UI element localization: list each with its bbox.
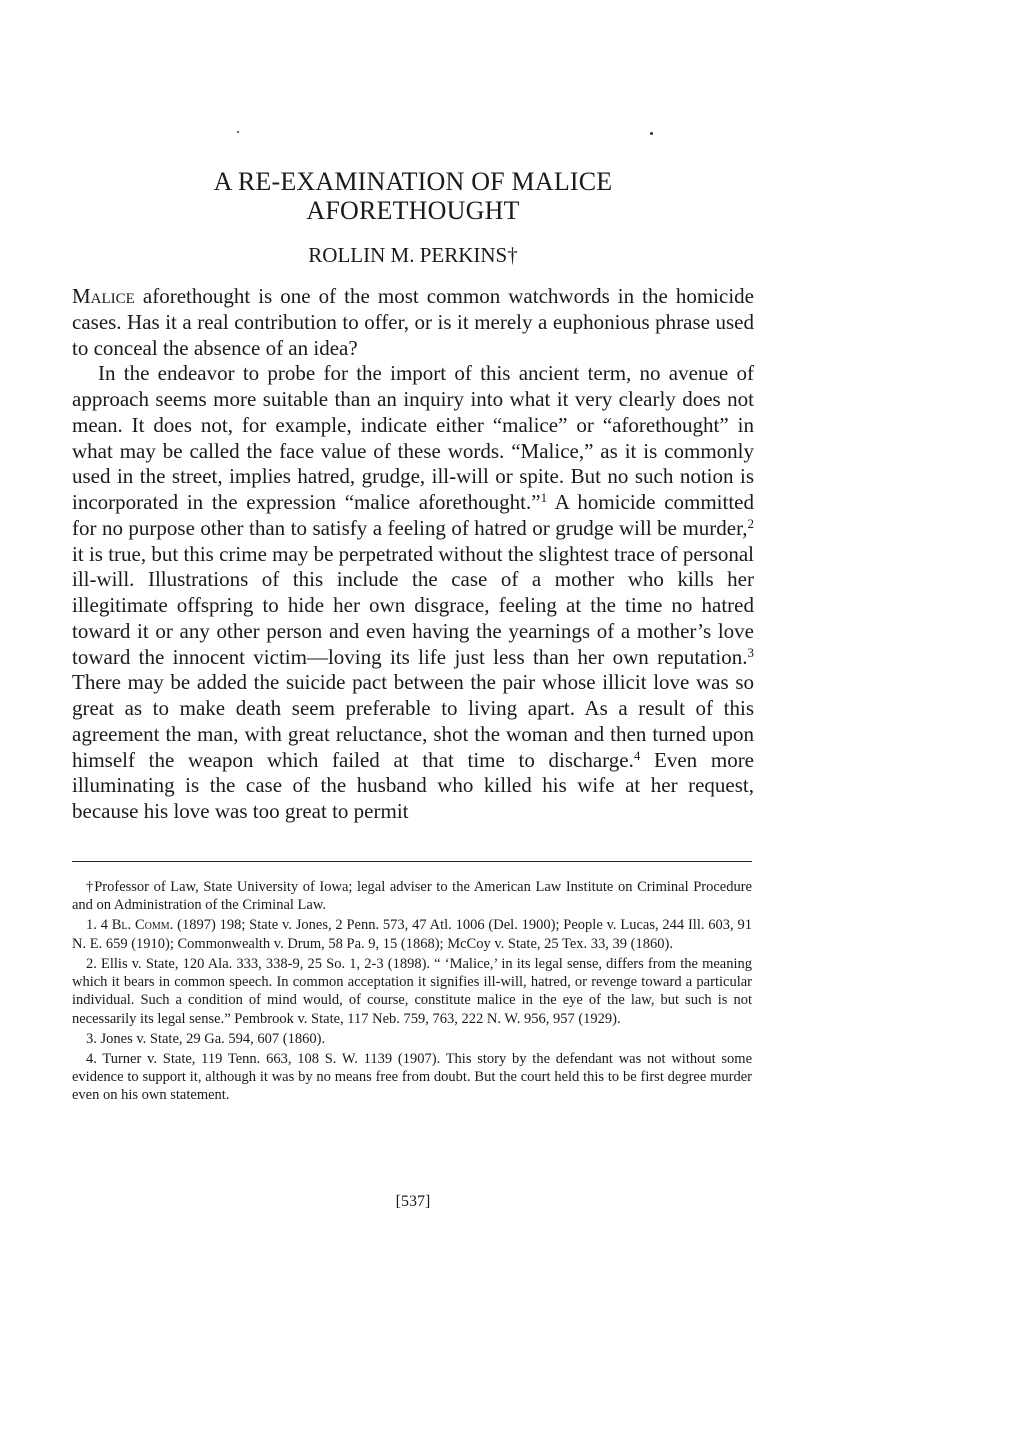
footnote-3: 3. Jones v. State, 29 Ga. 594, 607 (1860).	[86, 1030, 326, 1047]
title-line: A RE-EXAMINATION OF MALICE	[213, 167, 613, 196]
paragraph-text: A homicide committed for no purpose other than to satisfy a feeling of hatred or grudge will be murder,	[72, 490, 755, 540]
footnote-ref: 1	[540, 490, 548, 505]
paragraph-text: Even more illuminating is the case of the husband who killed his wife at her request, because his love was too great to permit	[72, 747, 755, 823]
footnotes	[72, 878, 752, 1106]
footnote-2: 2. Ellis v. State, 120 Ala. 333, 338-9, 25 So. 1, 2-3 (1898). “ ‘Malice,’ in its legal sense, differs from the meaning which it bears in common speech. In common acceptation it signifies ill-will, hatred, or revenge toward a particular individual. Such a condition of mind would, of course, constitute malice in the eye of the law, but such is not necessarily its legal sense.” Pembrook v. State, 117 Neb. 759, 763, 222 N. W. 956, 957 (1929).	[72, 955, 752, 1027]
title-line: AFORETHOUGHT	[306, 196, 520, 225]
footnote-text: 1. 4	[86, 917, 112, 934]
paragraph-text: it is true, but this crime may be perpetrated without the slightest trace of personal ill-will. Illustrations of this include the case of a mother who kills her illegitimate offspring to hide her own disgrace, feeling at the time no hatred toward it or any other person and even having the yearnings of a mother’s love toward the innocent victim—loving its life just less than her own reputation.	[72, 541, 754, 669]
body-paragraph	[72, 284, 754, 361]
scan-speck	[650, 132, 653, 135]
lead-word: Malice	[72, 284, 135, 308]
paragraph-text: In the endeavor to probe for the import of this ancient term, no avenue of approach seems more suitable than an inquiry into what it very clearly does not mean. It does not, for example, indicate either “malice” or “aforethought” in what may be called the face value of these words. “Malice,” as it is commonly used in the street, implies hatred, grudge, ill-will or spite. But no such notion is incorporated in the expression “malice aforethought.”	[72, 361, 754, 514]
author-name: ROLLIN M. PERKINS†	[308, 243, 518, 267]
footnote-ref: 4	[633, 747, 641, 763]
footnote-ref: 3	[747, 644, 754, 660]
footnote-divider	[72, 861, 752, 862]
article-body	[72, 284, 754, 825]
page-number: [537]	[395, 1193, 431, 1210]
body-paragraph	[72, 361, 754, 825]
scan-speck	[237, 131, 239, 133]
footnote-text: (1897) 198; State v. Jones, 2 Penn. 573, 47 Atl. 1006 (Del. 1900); People v. Lucas, 244 Ill. 603, 91 N. E. 659 (1910); Commonwealth v. Drum, 58 Pa. 9, 15 (1868); McCoy v. State, 25 Tex. 33, 39 (1860).	[72, 917, 752, 952]
footnote-ref: 2	[747, 515, 754, 531]
footnote-abbrev: Bl. Comm.	[111, 917, 174, 934]
article-title	[72, 167, 754, 225]
footnote-4: 4. Turner v. State, 119 Tenn. 663, 108 S. W. 1139 (1907). This story by the defendant was not without some evidence to support it, although it was by no means free from doubt. But the court held this to be first degree murder even on his own statement.	[72, 1050, 752, 1104]
paragraph-text: There may be added the suicide pact between the pair whose illicit love was so great as to make death seem preferable to living apart. As a result of this agreement the man, with great reluctance, shot the woman and then turned upon himself the weapon which failed at that time to discharge.	[72, 670, 754, 772]
paragraph-text: aforethought is one of the most common watchwords in the homicide cases. Has it a real contribution to offer, or is it merely a euphonious phrase used to conceal the absence of an idea?	[72, 284, 754, 360]
footnote-1	[72, 916, 752, 953]
footnote-author: †Professor of Law, State University of Iowa; legal adviser to the American Law Institute on Criminal Procedure and on Administration of the Criminal Law.	[72, 879, 752, 914]
